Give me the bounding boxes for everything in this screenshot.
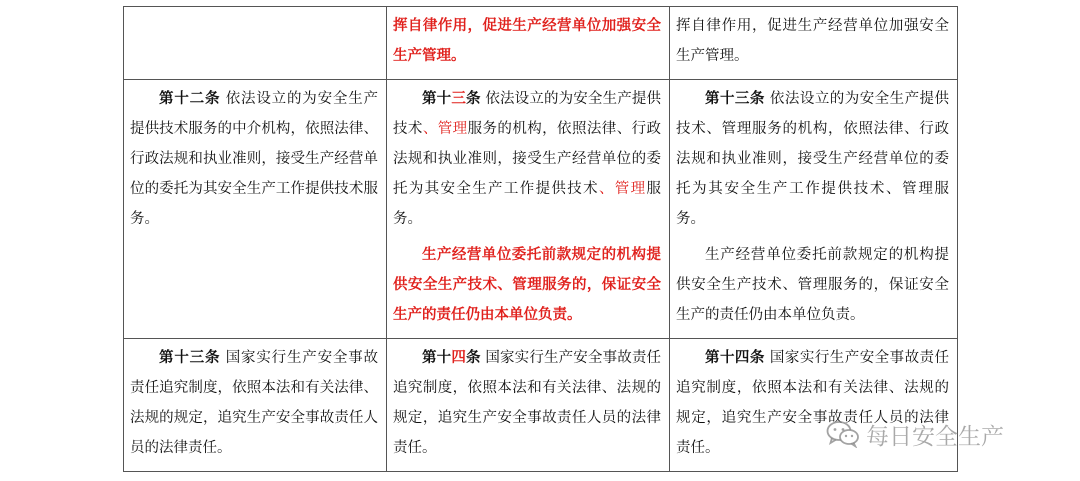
bold-text: 三: [451, 90, 466, 107]
table-row: [124, 80, 958, 339]
paragraph-text: 国家实行生产安全事故责任追究制度，依照本法和有关法律、法规的规定，追究生产安全事故责任人员的法律责任。: [676, 350, 950, 456]
table-row: [124, 339, 958, 472]
article-paragraph: [676, 11, 949, 71]
article-paragraph: [393, 343, 661, 463]
law-comparison-table: [123, 6, 958, 472]
amended-text: 、管理: [422, 121, 468, 137]
bold-text: 第十: [422, 90, 452, 107]
bold-text: 第十三条: [705, 90, 765, 107]
bold-text: 第十二条: [159, 90, 221, 107]
bold-text: 第十三条: [159, 349, 221, 366]
article-paragraph: [393, 240, 661, 330]
table-cell-final: [670, 80, 958, 339]
article-paragraph: [676, 84, 949, 234]
table-row: [124, 7, 958, 80]
wechat-icon: [826, 420, 860, 448]
table-cell-old: [124, 80, 387, 339]
paragraph-text: 生产经营单位委托前款规定的机构提供安全生产技术、管理服务的，保证安全生产的责任仍由本单位负责。: [676, 247, 949, 323]
article-paragraph: [130, 343, 378, 463]
bold-text: 四: [451, 349, 466, 366]
watermark: [826, 418, 1004, 450]
article-paragraph: [130, 84, 378, 234]
table-cell-final: [670, 339, 958, 472]
bold-text: 条: [465, 90, 481, 107]
paragraph-text: 依法设立的为安全生产提供技术服务的中介机构，依照法律、行政法规和执业准则，接受生产经营单位的委托为其安全生产工作提供技术服务。: [130, 91, 379, 227]
table-cell-new: [387, 80, 670, 339]
watermark-text: 每日安全生产: [866, 423, 1004, 450]
paragraph-text: 国家实行生产安全事故责任追究制度，依照本法和有关法律、法规的规定，追究生产安全事故责任人员的法律责任。: [393, 350, 662, 456]
bold-text: 生产经营单位委托前款规定的机构提供安全生产技术、管理服务的，保证安全生产的责任仍由本单位负责。: [393, 246, 661, 323]
paragraph-text: 服务的机构，依照法律、行政法规和执业准则，接受生产经营单位的委托为其安全生产工作提供技术: [393, 121, 662, 197]
comparison-table-body: [124, 7, 958, 472]
table-cell-final: [670, 7, 958, 80]
paragraph-text: 国家实行生产安全事故责任追究制度，依照本法和有关法律、法规的规定，追究生产安全事故责任人员的法律责任。: [130, 350, 379, 456]
article-paragraph: [676, 240, 949, 330]
paragraph-text: 挥自律作用，促进生产经营单位加强安全生产管理。: [676, 18, 949, 64]
table-cell-old: [124, 339, 387, 472]
bold-text: 第十四条: [705, 349, 765, 366]
paragraph-text: 依法设立的为安全生产提供技术、管理服务的机构，依照法律、行政法规和执业准则，接受生产经营单位的委托为其安全生产工作提供技术、管理服务。: [676, 91, 950, 227]
bold-text: 第十: [422, 349, 452, 366]
table-cell-new: [387, 7, 670, 80]
table-cell-new: [387, 339, 670, 472]
article-paragraph: [393, 84, 661, 234]
paragraph-text: 依法设立的为安全生产提供技术: [393, 91, 662, 137]
paragraph-text: 服务。: [393, 181, 661, 227]
article-paragraph: [393, 11, 661, 71]
bold-text: 挥自律作用，促进生产经营单位加强安全生产管理。: [393, 17, 661, 64]
bold-text: 条: [465, 349, 481, 366]
amended-text: 、管理: [598, 181, 647, 197]
table-cell-old: [124, 7, 387, 80]
